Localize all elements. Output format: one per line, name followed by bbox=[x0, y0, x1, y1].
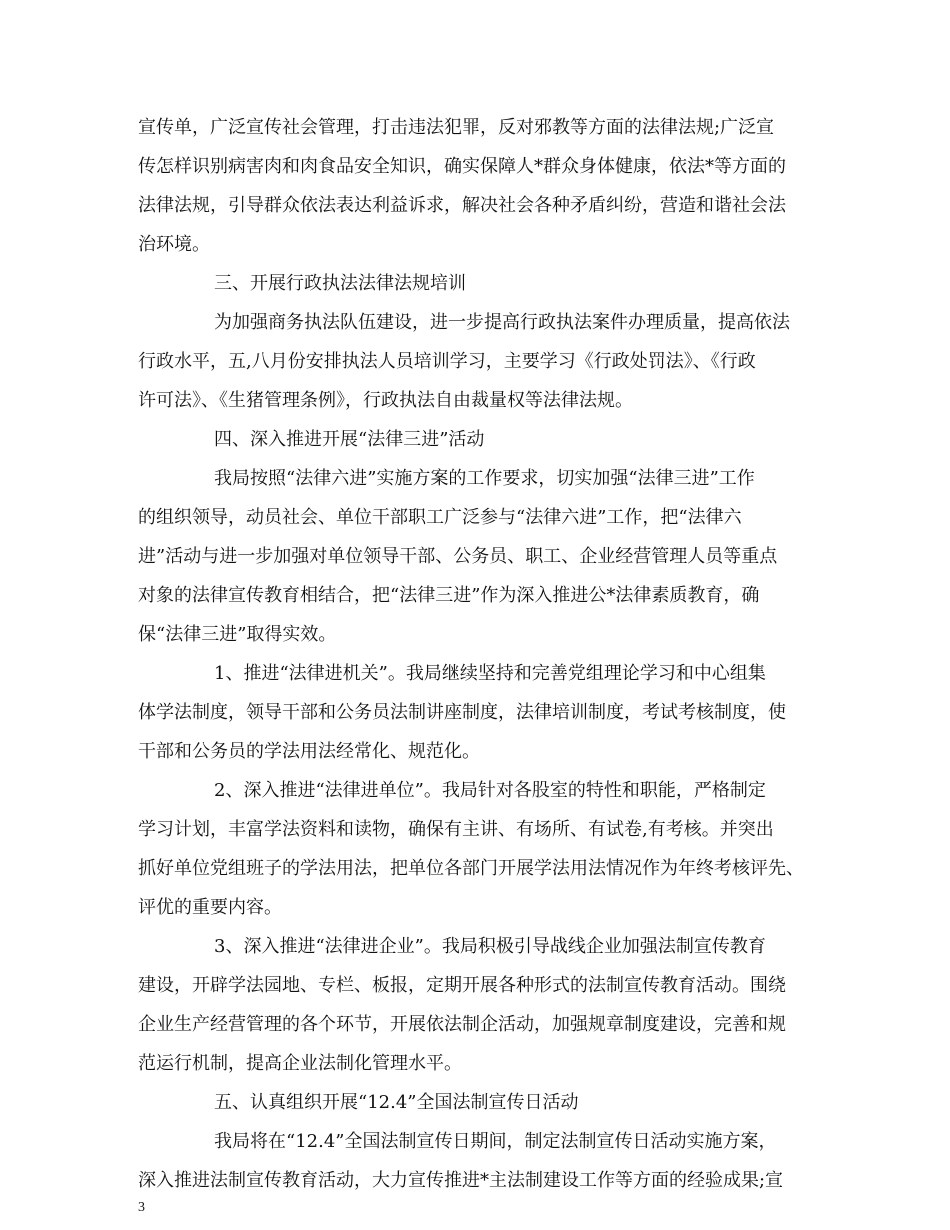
body-text-line: 宣传单，广泛宣传社会管理，打击违法犯罪，反对邪教等方面的法律法规;广泛宣 bbox=[138, 117, 775, 138]
body-text-line: 评优的重要内容。 bbox=[138, 897, 282, 918]
body-text-line: 许可法》、《生猪管理条例》，行政执法自由裁量权等法律法规。 bbox=[138, 390, 633, 411]
body-text-line: 干部和公务员的学法用法经常化、规范化。 bbox=[138, 741, 480, 762]
body-text-line: 法律法规，引导群众依法表达利益诉求，解决社会各种矛盾纠纷，营造和谐社会法 bbox=[138, 195, 786, 216]
body-text-line: 的组织领导，动员社会、单位干部职工广泛参与“法律六进”工作，把“法律六 bbox=[138, 507, 742, 528]
body-text-line: 为加强商务执法队伍建设，进一步提高行政执法案件办理质量，提高依法 bbox=[214, 312, 790, 333]
body-text-line: 抓好单位党组班子的学法用法，把单位各部门开展学法用法情况作为年终考核评先、 bbox=[138, 858, 804, 879]
body-text-line: 对象的法律宣传教育相结合，把“法律三进”作为深入推进公*法律素质教育，确 bbox=[138, 585, 760, 606]
body-text-line: 体学法制度，领导干部和公务员法制讲座制度，法律培训制度，考试考核制度，使 bbox=[138, 702, 786, 723]
body-text-line: 保“法律三进”取得实效。 bbox=[138, 624, 337, 645]
body-text-line: 深入推进法制宣传教育活动，大力宣传推进*主法制建设工作等方面的经验成果;宣 bbox=[138, 1170, 784, 1191]
section-heading: 五、认真组织开展“12.4”全国法制宣传日活动 bbox=[214, 1092, 579, 1113]
body-text-line: 治环境。 bbox=[138, 234, 210, 255]
body-text-line: 传怎样识别病害肉和肉食品安全知识，确实保障人*群众身体健康，依法*等方面的 bbox=[138, 156, 786, 177]
body-text-line: 行政水平，五,八月份安排执法人员培训学习，主要学习《行政处罚法》、《行政 bbox=[138, 351, 756, 372]
body-text-line: 我局按照“法律六进”实施方案的工作要求，切实加强“法律三进”工作 bbox=[214, 468, 755, 489]
body-text-line: 进”活动与进一步加强对单位领导干部、公务员、职工、企业经营管理人员等重点 bbox=[138, 546, 778, 567]
body-text-line: 1、推进“法律进机关”。我局继续坚持和完善党组理论学习和中心组集 bbox=[214, 663, 766, 684]
body-text-line: 范运行机制，提高企业法制化管理水平。 bbox=[138, 1053, 462, 1074]
body-text-line: 学习计划，丰富学法资料和读物，确保有主讲、有场所、有试卷,有考核。并突出 bbox=[138, 819, 774, 840]
section-heading: 三、开展行政执法法律法规培训 bbox=[214, 273, 466, 294]
body-text-line: 2、深入推进“法律进单位”。我局针对各股室的特性和职能，严格制定 bbox=[214, 780, 766, 801]
body-text-line: 企业生产经营管理的各个环节，开展依法制企活动，加强规章制度建设，完善和规 bbox=[138, 1014, 786, 1035]
body-text-line: 我局将在“12.4”全国法制宣传日期间，制定法制宣传日活动实施方案， bbox=[214, 1131, 777, 1152]
page-number: 3 bbox=[138, 1200, 145, 1215]
body-text-line: 建设，开辟学法园地、专栏、板报，定期开展各种形式的法制宣传教育活动。围绕 bbox=[138, 975, 786, 996]
body-text-line: 3、深入推进“法律进企业”。我局积极引导战线企业加强法制宣传教育 bbox=[214, 936, 766, 957]
section-heading: 四、深入推进开展“法律三进”活动 bbox=[214, 429, 485, 450]
